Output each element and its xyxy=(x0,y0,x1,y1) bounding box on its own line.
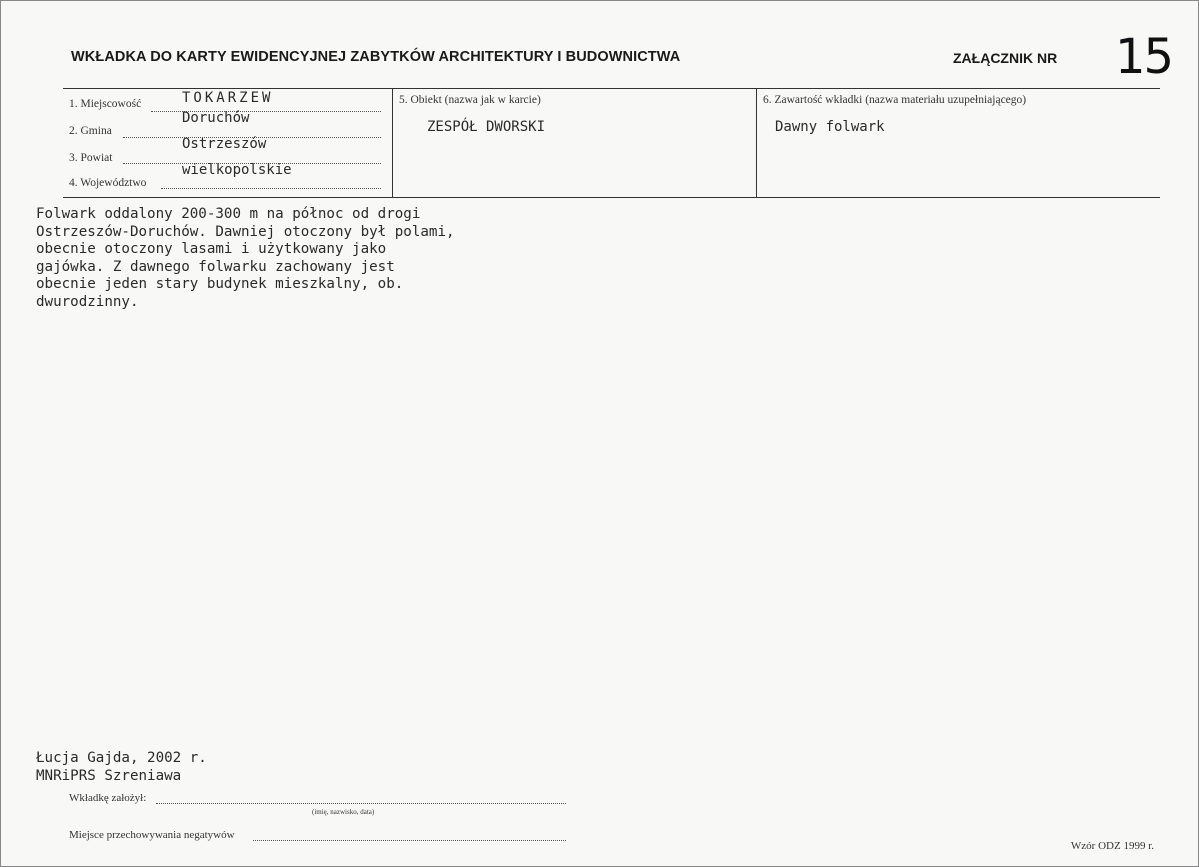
locality-value: TOKARZEW xyxy=(182,90,274,106)
annex-label: ZAŁĄCZNIK NR xyxy=(953,50,1058,66)
negatives-dots xyxy=(253,840,566,841)
negatives-label: Miejsce przechowywania negatywów xyxy=(69,829,235,841)
voivodeship-label: 4. Województwo xyxy=(69,177,147,189)
county-label: 3. Powiat xyxy=(69,152,113,164)
created-by-hint: (imię, nazwisko, data) xyxy=(312,808,375,816)
description-line: dwurodzinny. xyxy=(36,293,139,310)
author-line: Łucja Gajda, 2002 r. xyxy=(36,750,207,766)
column-divider-2 xyxy=(756,88,757,198)
column-divider-1 xyxy=(392,88,393,198)
template-version: Wzór ODZ 1999 r. xyxy=(1070,840,1154,852)
object-label: 5. Obiekt (nazwa jak w karcie) xyxy=(399,94,541,106)
description-text xyxy=(36,206,596,311)
fields-bottom-rule xyxy=(63,197,1160,198)
contents-value: Dawny folwark xyxy=(775,119,885,135)
form-title: WKŁADKA DO KARTY EWIDENCYJNEJ ZABYTKÓW ARCHITEKTURY I BUDOWNICTWA xyxy=(71,49,681,65)
annex-number: 15 xyxy=(1115,29,1173,85)
created-by-label: Wkładkę założył: xyxy=(69,792,147,804)
created-by-dots xyxy=(156,803,566,804)
description-line: obecnie jeden stary budynek mieszkalny, ob. xyxy=(36,276,404,292)
locality-label: 1. Miejscowość xyxy=(69,98,142,110)
commune-label: 2. Gmina xyxy=(69,125,112,137)
institution-line: MNRiPRS Szreniawa xyxy=(36,768,182,784)
header-rule xyxy=(63,88,1160,89)
description-line: obecnie otoczony lasami i użytkowany jako xyxy=(36,241,387,257)
description-line: Ostrzeszów-Doruchów. Dawniej otoczony był polami, xyxy=(36,223,455,240)
description-line: gajówka. Z dawnego folwarku zachowany jest xyxy=(36,258,395,275)
description-line: Folwark oddalony 200-300 m na północ od drogi xyxy=(36,206,421,222)
voivodeship-value: wielkopolskie xyxy=(182,162,292,178)
contents-label: 6. Zawartość wkładki (nazwa materiału uzupełniającego) xyxy=(763,94,1027,106)
commune-value: Doruchów xyxy=(182,110,250,126)
object-value: ZESPÓŁ DWORSKI xyxy=(427,119,546,135)
voivodeship-dots xyxy=(161,188,381,189)
county-value: Ostrzeszów xyxy=(182,136,267,152)
